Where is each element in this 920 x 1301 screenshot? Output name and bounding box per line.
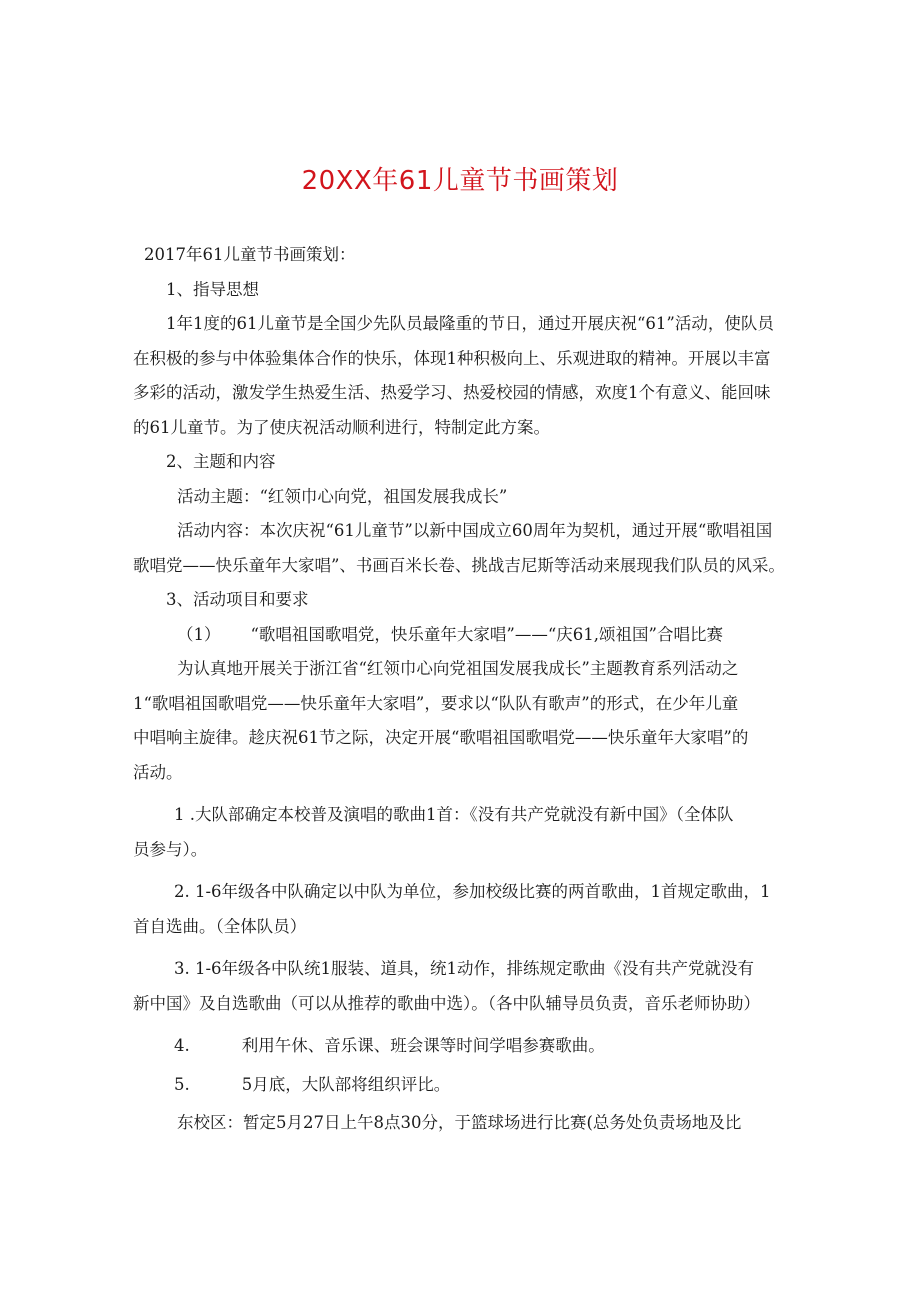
paragraph-line: 活动。: [133, 762, 183, 782]
section-heading-guiding-thought: 1、指导思想: [166, 279, 259, 299]
paragraph-line: 中唱响主旋律。趁庆祝61节之际，决定开展“歌唱祖国歌唱党——快乐童年大家唱”的: [133, 728, 749, 747]
paragraph-line: 活动内容：本次庆祝“61儿童节”以新中国成立60周年为契机，通过开展“歌唱祖国: [177, 521, 773, 540]
document-title: 20XX年61儿童节书画策划: [301, 166, 619, 196]
rule-3-line: 新中国》及自选歌曲（可以从推荐的歌曲中选）。（各中队辅导员负责，音乐老师协助）: [133, 993, 760, 1013]
rule-4-text: 利用午休、音乐课、班会课等时间学唱参赛歌曲。: [241, 1036, 605, 1055]
rule-2-line: 2. 1-6年级各中队确定以中队为单位，参加校级比赛的两首歌曲，1首规定歌曲，1: [174, 882, 771, 901]
document-subtitle: 2017年61儿童节书画策划：: [144, 245, 356, 264]
paragraph-line: 歌唱党——快乐童年大家唱”、书画百米长卷、挑战吉尼斯等活动来展现我们队员的风采。: [133, 555, 785, 575]
rule-5-number: 5.: [174, 1074, 190, 1094]
paragraph-line: 1年1度的61儿童节是全国少先队员最隆重的节日，通过开展庆祝“61”活动，使队员: [166, 314, 774, 333]
rule-4-number: 4.: [174, 1036, 190, 1055]
paragraph-line: 为认真地开展关于浙江省“红领巾心向党祖国发展我成长”主题教育系列活动之: [177, 659, 739, 678]
paragraph-line: 在积极的参与中体验集体合作的快乐，体现1种积极向上、乐观进取的精神。开展以丰富: [133, 348, 771, 368]
activity-item-1: [133, 618, 793, 653]
activity-theme: 活动主题：“红领巾心向党，祖国发展我成长”: [177, 486, 508, 506]
rule-2-line: 首自选曲。（全体队员）: [133, 916, 307, 936]
east-campus-line: 东校区：暂定5月27日上午8点30分，于篮球场进行比赛(总务处负责场地及比: [177, 1113, 742, 1132]
rule-1-line: 1 .大队部确定本校普及演唱的歌曲1首：《没有共产党就没有新中国》（全体队: [174, 805, 734, 824]
rule-4: [133, 1029, 793, 1064]
document-body: [133, 238, 793, 1141]
paragraph-line: 的61儿童节。为了使庆祝活动顺利进行，特制定此方案。: [133, 417, 550, 437]
activity-item-1-text: “歌唱祖国歌唱党，快乐童年大家唱”——“庆61,颂祖国”合唱比赛: [250, 624, 723, 644]
paragraph-line: 1“歌唱祖国歌唱党——快乐童年大家唱”，要求以“队队有歌声”的形式，在少年儿童: [133, 693, 739, 713]
activity-item-1-label: （1）: [177, 624, 221, 644]
rule-5: [133, 1068, 793, 1103]
rule-1-line: 员参与）。: [133, 839, 208, 859]
section-heading-activities: 3、活动项目和要求: [166, 590, 309, 609]
rule-3-line: 3. 1-6年级各中队统1服装、道具，统1动作，排练规定歌曲《没有共产党就没有: [174, 959, 755, 978]
section-heading-theme-content: 2、主题和内容: [166, 452, 276, 471]
rule-5-text: 5月底，大队部将组织评比。: [241, 1074, 451, 1094]
paragraph-line: 多彩的活动，激发学生热爱生活、热爱学习、热爱校园的情感，欢度1个有意义、能回味: [133, 383, 771, 402]
